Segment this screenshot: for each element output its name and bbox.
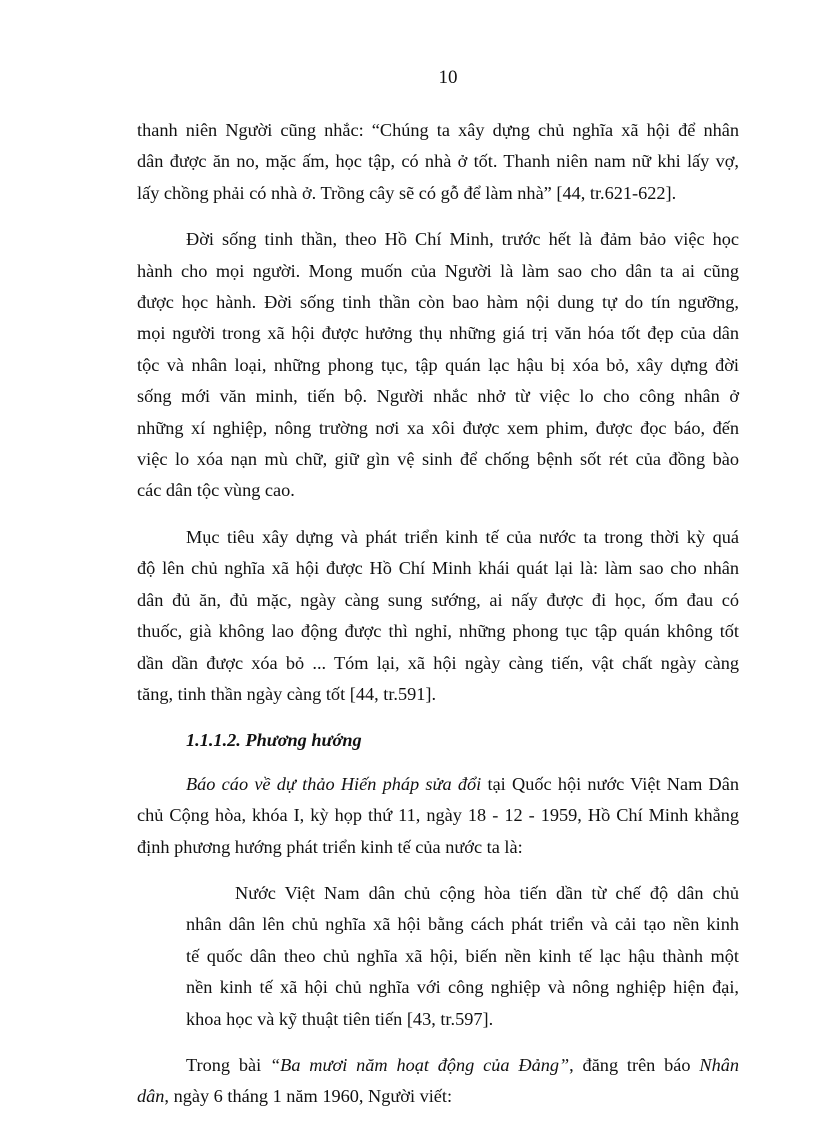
- text-line: hành cho mọi người. Mong muốn của Người là làm sao cho dân ta ai cũng: [137, 260, 739, 281]
- text-line: Đời sống tinh thần, theo Hồ Chí Minh, trước hết là đảm bảo việc học: [186, 229, 739, 250]
- paragraph-2: [137, 224, 739, 507]
- paragraph-3: [137, 522, 739, 710]
- text-span: , ngày 6 tháng 1 năm 1960, Người viết:: [164, 1086, 453, 1107]
- text-line: thanh niên Người cũng nhắc: “Chúng ta xây dựng chủ nghĩa xã hội để nhân: [137, 120, 739, 140]
- text-line: việc lo xóa nạn mù chữ, giữ gìn vệ sinh để chống bệnh sốt rét của đồng bào: [137, 449, 739, 470]
- text-line: Mục tiêu xây dựng và phát triển kinh tế của nước ta trong thời kỳ quá: [186, 526, 739, 547]
- text-line: [137, 1050, 739, 1081]
- text-span: Trong bài: [186, 1054, 271, 1075]
- text-line: độ lên chủ nghĩa xã hội được Hồ Chí Minh khái quát lại là: làm sao cho nhân: [137, 558, 739, 579]
- document-body: [137, 115, 739, 1128]
- text-line: định phương hướng phát triển kinh tế của nước ta là:: [137, 836, 523, 857]
- text-line: [137, 1081, 739, 1112]
- text-line: Nước Việt Nam dân chủ cộng hòa tiến dần từ chế độ dân chủ: [235, 882, 739, 903]
- text-line: tăng, tinh thần ngày càng tốt [44, tr.591].: [137, 683, 437, 704]
- italic-newspaper: Nhân: [699, 1054, 739, 1075]
- text-line: dần dần được xóa bỏ ... Tóm lại, xã hội ngày càng tiến, vật chất ngày càng: [137, 652, 739, 673]
- text-line: khoa học và kỹ thuật tiên tiến [43, tr.597].: [186, 1008, 494, 1029]
- text-line: dân đủ ăn, đủ mặc, ngày càng sung sướng, ai nấy được đi học, ốm đau có: [137, 589, 739, 610]
- text-line: tế quốc dân theo chủ nghĩa xã hội, biến nền kinh tế lạc hậu thành một: [186, 945, 739, 966]
- text-line: lấy chồng phải có nhà ở. Trồng cây sẽ có gỗ để làm nhà” [44, tr.621-622].: [137, 182, 677, 203]
- text-line: [137, 769, 739, 800]
- paragraph-1: [137, 115, 739, 209]
- text-line: tộc và nhân loại, những phong tục, tập quán lạc hậu bị xóa bỏ, xây dựng đời: [137, 354, 739, 375]
- page-number: 10: [438, 67, 458, 88]
- italic-title: Báo cáo về dự thảo Hiến pháp sửa đổi: [186, 773, 482, 794]
- text-line: mọi người trong xã hội được hưởng thụ những giá trị văn hóa tốt đẹp của dân: [137, 323, 739, 344]
- text-line: được học hành. Đời sống tinh thần còn bao hàm nội dung tự do tín ngưỡng,: [137, 292, 739, 313]
- text-line: các dân tộc vùng cao.: [137, 480, 295, 501]
- text-line: dân được ăn no, mặc ấm, học tập, có nhà ở tốt. Thanh niên nam nữ khi lấy vợ,: [137, 151, 739, 172]
- text-line: sống mới văn minh, tiến bộ. Người nhắc nhở từ việc lo cho công nhân ở: [137, 386, 739, 407]
- text-line: nhân dân lên chủ nghĩa xã hội bằng cách phát triển và cải tạo nền kinh: [186, 914, 739, 935]
- italic-newspaper: dân: [137, 1086, 165, 1107]
- paragraph-5: [137, 1050, 739, 1113]
- text-span: , đăng trên báo: [569, 1054, 700, 1075]
- text-line: những xí nghiệp, nông trường nơi xa xôi được xem phim, được đọc báo, đến: [137, 417, 739, 438]
- italic-title: “Ba mươi năm hoạt động của Đảng”: [270, 1054, 570, 1075]
- text-span: tại Quốc hội nước Việt Nam Dân: [481, 773, 739, 794]
- section-heading: 1.1.1.2. Phương hướng: [186, 730, 362, 751]
- text-line: nền kinh tế xã hội chủ nghĩa với công nghiệp và nông nghiệp hiện đại,: [186, 977, 739, 998]
- paragraph-4: [137, 769, 739, 863]
- text-line: thuốc, già không lao động được thì nghỉ, những phong tục tập quán không tốt: [137, 621, 739, 642]
- block-quote: [186, 878, 739, 1035]
- text-line: chủ Cộng hòa, khóa I, kỳ họp thứ 11, ngày 18 - 12 - 1959, Hồ Chí Minh khẳng: [137, 805, 739, 826]
